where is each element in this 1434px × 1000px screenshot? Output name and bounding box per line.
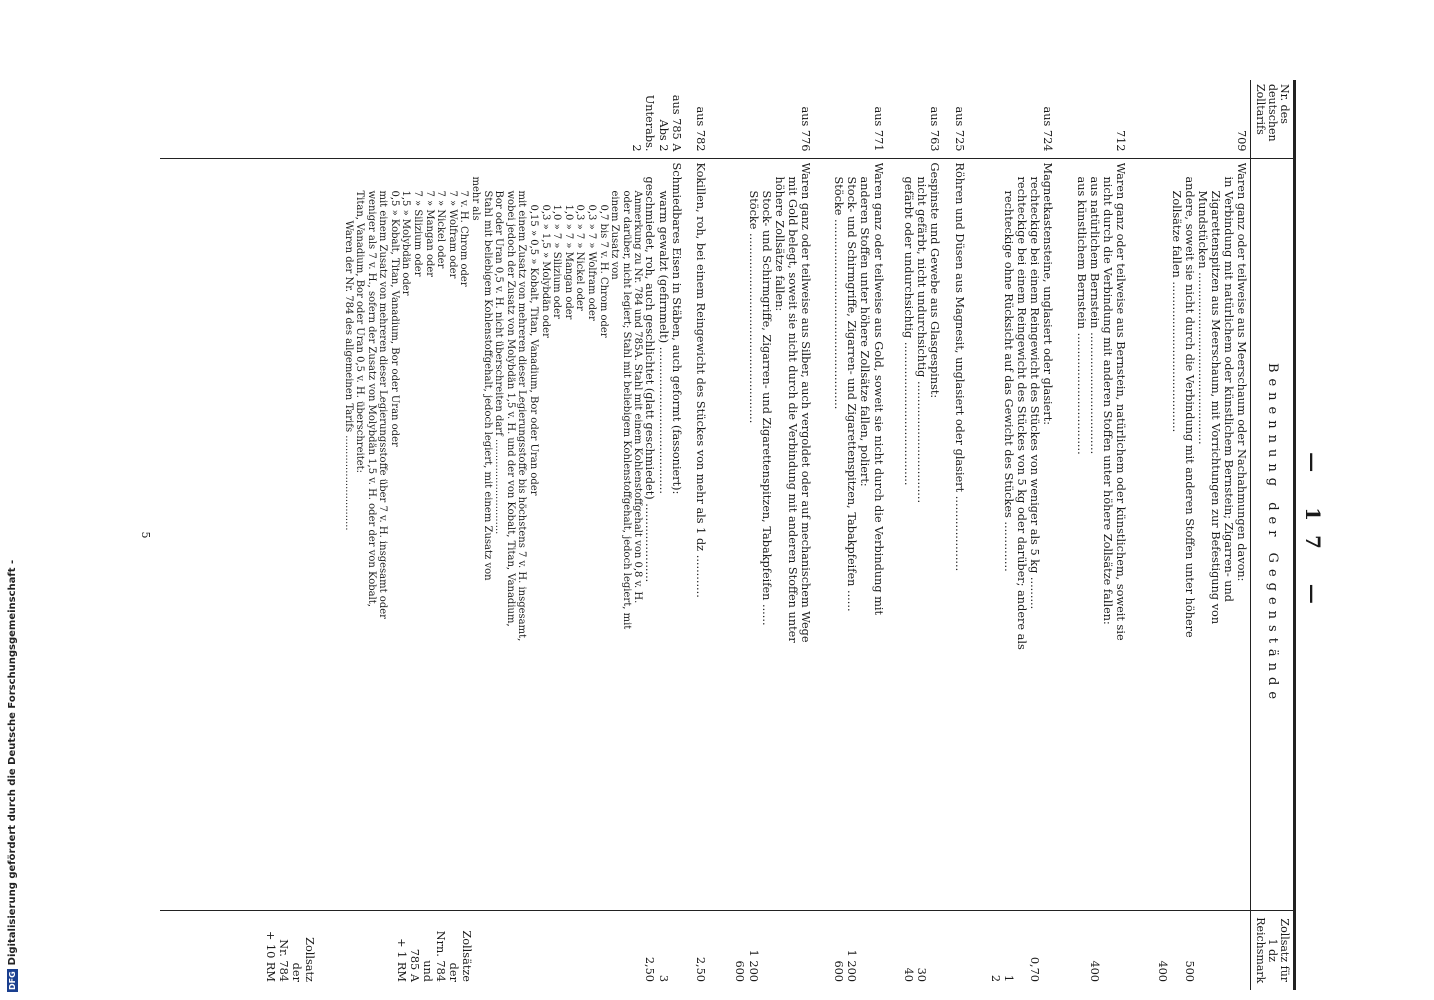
- item-description: [715, 158, 814, 910]
- row-spacer: [814, 80, 820, 990]
- table-body: [160, 80, 1251, 990]
- description-line: Schmiedbares Eisen in Stäben, auch geformt (fassoniert):: [669, 162, 683, 495]
- duty-rate: 3 2,50 Zollsätze der Nrn. 784 und 785 A + 1 RM Zollsatz der Nr. 784 + 10 RM: [263, 930, 670, 982]
- duty-rate: 0,70 1 2: [989, 956, 1042, 982]
- table-row: [974, 80, 1057, 990]
- description-line: rechteckige bei einem Reingewicht des Stückes von weniger als 5 kg .........: [1028, 176, 1042, 610]
- row-spacer: [968, 80, 974, 990]
- description-line: Kokillen, roh, bei einem Reingewicht des Stückes von mehr als 1 dz ............: [694, 162, 708, 598]
- funding-credit: [6, 559, 20, 992]
- row-spacer: [1056, 80, 1062, 990]
- duty-rate: 2,50: [694, 956, 708, 982]
- table-row: [169, 80, 685, 990]
- description-line: 7 » Wolfram oder: [446, 190, 458, 279]
- item-description: [169, 158, 685, 910]
- description-line: Waren ganz oder teilweise aus Gold, soweit sie nicht durch die Verbindung mit: [871, 162, 885, 616]
- table-row: [1062, 80, 1129, 990]
- description-line: Stöcke .....................................................: [832, 176, 846, 410]
- item-description: [893, 158, 944, 910]
- tariff-number: aus 776: [715, 80, 814, 158]
- row-spacer: [943, 80, 949, 990]
- description-line: anderen Stoffen unter höhere Zollsätze fallen, poliert:: [858, 176, 872, 487]
- description-line: wobei jedoch der Zusatz von Molybdän 1,5 v. H. und der von Kobalt, Titan, Vanadium,: [504, 190, 516, 627]
- description-line: mit einem Zusatz von mehreren dieser Legierungsstoffe bis höchstens 7 v. H. insgesamt,: [516, 190, 528, 642]
- row-spacer: [887, 80, 893, 990]
- duty-rate: 400: [1087, 960, 1101, 982]
- header-tariff-number: Nr. des deutschen Zolltarifs: [1251, 80, 1295, 158]
- description-line: Waren ganz oder teilweise aus Silber, auch vergoldet oder auf mechanischem Wege: [798, 162, 812, 643]
- duty-rate: 1 200 600: [733, 949, 760, 982]
- description-line: 0,5 » Kobalt, Titan, Vanadium, Bor oder Uran oder: [388, 190, 400, 447]
- description-line: Zollsätze fallen ..........................................: [1169, 190, 1183, 433]
- description-line: 1,5 » Molybdän oder: [400, 190, 412, 296]
- tariff-number: aus 724: [974, 80, 1057, 158]
- table-row: [820, 80, 887, 990]
- duty-rate: [949, 910, 968, 990]
- description-line: einem Zusatz von: [609, 190, 621, 280]
- description-line: 1,0 » 7 » Silizium oder: [551, 204, 563, 319]
- table-row: [949, 80, 968, 990]
- table-header-row: [1251, 80, 1295, 990]
- description-line: 7 » Nickel oder: [435, 190, 447, 269]
- description-line: geschmiedet, roh, auch geschlichtet (glatt geschmiedet) ......................: [643, 176, 657, 583]
- tariff-number: aus 785 A Abs 2 Unterabs. 2: [169, 80, 685, 158]
- description-line: 7 v. H. Chrom oder: [458, 190, 470, 287]
- item-description: [974, 158, 1057, 910]
- description-line: 1,0 » 7 » Mangan oder: [562, 204, 574, 320]
- description-line: Röhren und Düsen aus Magnesit, unglasiert oder glasiert .....................: [952, 162, 966, 572]
- description-line: oder darüber, nicht legiert; Stahl mit beliebigem Kohlenstoffgehalt, jedoch legiert, mit: [620, 190, 632, 630]
- description-line: 7 » Mangan oder: [423, 190, 435, 278]
- description-line: 0,3 » 1,5 » Molybdän oder: [539, 204, 551, 338]
- credit-text: Digitalisierung gefördert durch die Deutsche Forschungsgemeinschaft -: [7, 559, 18, 966]
- description-line: mehr als: [470, 176, 482, 221]
- header-description: Benennung der Gegenstände: [1251, 158, 1295, 910]
- description-line: mit einem Zusatz von mehreren dieser Legierungsstoffe über 7 v. H. insgesamt oder: [377, 190, 389, 619]
- duty-rate: 500 400: [1156, 960, 1196, 982]
- row-spacer: [685, 80, 691, 990]
- description-line: gefärbt oder undurchsichtig ........................................: [902, 176, 915, 486]
- tariff-number: 709: [1135, 80, 1250, 158]
- page-number: — 17 —: [1301, 452, 1325, 618]
- tariff-number: 712: [1062, 80, 1129, 158]
- description-line: weniger als 7 v. H., sofern der Zusatz von Molybdän 1,5 v. H. oder der von Kobalt,: [365, 190, 377, 607]
- description-line: höhere Zollsätze fallen:: [772, 176, 786, 312]
- table-row: [893, 80, 944, 990]
- description-line: Stock- und Schirmgriffe, Zigarren- und Zigarettenspitzen, Tabakpfeifen ......: [759, 190, 773, 626]
- description-line: in Verbindung mit natürlichem oder künstlichem Bernstein; Zigarren- und: [1221, 176, 1235, 603]
- rotated-document-page: [130, 80, 1330, 990]
- description-line: Zigarettenspitzen aus Meerschaum, mit Vorrichtungen zur Befestigung von: [1208, 190, 1222, 625]
- description-line: Stöcke .....................................................: [746, 190, 760, 424]
- tariff-number: aus 725: [949, 80, 968, 158]
- dfg-logo: DFG: [8, 971, 17, 990]
- filler-row: [160, 80, 163, 990]
- tariff-number: aus 763: [893, 80, 944, 158]
- item-description: [820, 158, 887, 910]
- description-line: Mundstücken ................................................: [1195, 190, 1209, 445]
- footer-number: 5: [139, 531, 152, 539]
- row-spacer: [709, 80, 715, 990]
- header-duty-rate: Zollsatz für 1 dz Reichsmark: [1251, 910, 1295, 990]
- row-spacer: [1129, 80, 1135, 990]
- item-description: [691, 158, 710, 910]
- tariff-table: [160, 80, 1296, 990]
- description-line: 0,15 » 0,5 » Kobalt, Titan, Vanadium, Bor oder Uran oder: [528, 204, 540, 496]
- tariff-number: aus 771: [820, 80, 887, 158]
- item-description: [1062, 158, 1129, 910]
- description-line: Gespinste und Gewebe aus Glasgespinst:: [928, 162, 942, 399]
- description-line: Bor oder Uran 0,5 v. H. nicht überschreiten darf ..............................: [493, 190, 505, 535]
- description-line: aus natürlichem Bernstein ..................................: [1087, 176, 1101, 455]
- description-line: Magnetkastensteine, unglasiert oder glasiert:: [1041, 162, 1055, 426]
- description-line: Anmerkung zu Nr. 784 und 785A. Stahl mit einem Kohlenstoffgehalt von 0,8 v. H.: [632, 190, 644, 604]
- table-row: [715, 80, 814, 990]
- description-line: 0,3 » 7 » Nickel oder: [574, 204, 586, 311]
- description-line: rechteckige bei einem Reingewicht des Stückes von 5 kg oder darüber; andere als: [1015, 176, 1029, 650]
- description-line: 7 » Silizium oder: [412, 190, 424, 277]
- duty-rate: 1 200 600: [832, 949, 859, 982]
- description-line: aus künstlichem Bernstein ..................................: [1074, 176, 1088, 455]
- description-line: Stock- und Schirmgriffe, Zigarren- und Zigarettenspitzen, Tabakpfeifen ......: [845, 176, 859, 612]
- description-line: Stahl mit beliebigem Kohlenstoffgehalt, jedoch legiert, mit einem Zusatz von: [481, 190, 493, 581]
- table-row: [691, 80, 710, 990]
- description-line: Waren der Nr. 784 des allgemeinen Tarifs ..............................: [342, 220, 354, 531]
- duty-rate: 30 40: [902, 967, 929, 982]
- description-line: Titan, Vanadium, Bor oder Uran 0,5 v. H. überschreitet:: [354, 190, 366, 474]
- description-line: 0,3 » 7 » Wolfram oder: [586, 204, 597, 321]
- description-line: warm gewalzt (gefirnmelt) .........................................: [656, 190, 670, 494]
- tariff-number: aus 782: [691, 80, 710, 158]
- description-line: 0,7 bis 7 v. H. Chrom oder: [597, 204, 609, 338]
- description-line: andere, soweit sie nicht durch die Verbindung mit anderen Stoffen unter höhere: [1182, 176, 1196, 638]
- table-row: [1135, 80, 1250, 990]
- item-description: [1135, 158, 1250, 910]
- description-line: nicht durch die Verbindung mit anderen Stoffen unter höhere Zollsätze fallen:: [1100, 176, 1114, 625]
- description-line: Waren ganz oder teilweise aus Bernstein, natürlichem oder künstlichem, soweit sie: [1114, 162, 1128, 641]
- description-line: rechteckige ohne Rücksicht auf das Gewicht des Stückes ..............: [1002, 190, 1016, 572]
- description-line: mit Gold belegt, soweit sie nicht durch die Verbindung mit anderen Stoffen unter: [785, 176, 799, 643]
- item-description: [949, 158, 968, 910]
- description-line: nicht gefärbt, nicht undurchsichtig ..................................: [915, 176, 929, 504]
- row-spacer: [163, 80, 169, 990]
- description-line: Waren ganz oder teilweise aus Meerschaum oder Nachahmungen davon:: [1235, 162, 1248, 582]
